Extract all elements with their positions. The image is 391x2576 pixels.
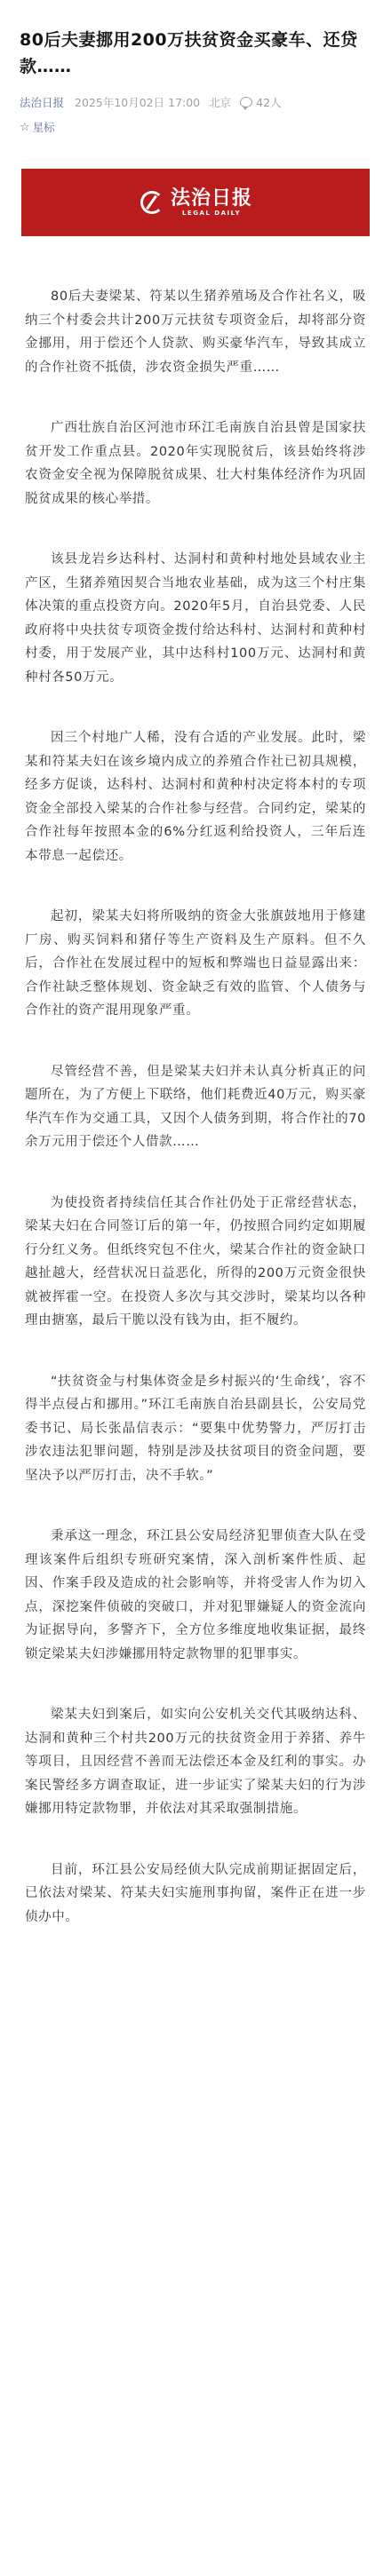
paragraph: 广西壮族自治区河池市环江毛南族自治县曾是国家扶贫开发工作重点县。2020年实现脱贫后，该县始终将涉农资金安全视为保障脱贫成果、壮大村集体经济作为巩固脱贫成果的核心举措。 (25, 421, 366, 506)
paragraph: 秉承这一理念，环江县公安局经济犯罪侦查大队在受理该案件后组织专班研究案情，深入剖析案件性质、起因、作案手段及造成的社会影响等，并将受害人作为切入点，深挖案件侦破的突破口，并对犯罪嫌疑人的资金流向为证据导向，多警齐下，全方位多维度地收集证据，最终锁定梁某夫妇涉嫌挪用特定款物罪的犯罪事实。 (25, 1529, 366, 1661)
paragraph: 该县龙岩乡达科村、达洞村和黄种村地处县域农业主产区，生猪养殖因契合当地农业基础，成为这三个村庄集体决策的重点投资方向。2020年5月，自治县党委、人民政府将中央扶贫专项资金拨付给达科村、达洞村和黄种村村委，用于发展产业，其中达科村100万元、达洞村和黄种村各50万元。 (25, 552, 366, 685)
paragraph: 80后夫妻梁某、符某以生猪养殖场及合作社名义，吸纳三个村委会共计200万元扶贫专项资金后，却将部分资金挪用，用于偿还个人贷款、购买豪华汽车，导致其成立的合作社资不抵债，涉农资金损失严重…… (25, 289, 366, 375)
comment-count[interactable] (240, 94, 281, 110)
paragraph: 起初，梁某夫妇将所吸纳的资金大张旗鼓地用于修建厂房、购买饲料和猪仔等生产资料及生产原料。但不久后，合作社在发展过程中的短板和弊端也日益显露出来：合作社缺乏整体规划、资金缺乏有效的监管、个人债务与合作社的资产混用现象严重。 (25, 909, 366, 1018)
logo-chinese-text: 法治日报 (170, 186, 252, 210)
paragraph-quote: “扶贫资金与村集体资金是乡村振兴的‘生命线’，容不得半点侵占和挪用。”环江毛南族自治县副县长，公安局党委书记、局长张晶信表示：“要集中优势警力，严厉打击涉农违法犯罪问题，特别是涉及扶贫项目的资金问题，要坚决予以严厉打击，决不手软。” (25, 1374, 366, 1483)
comment-count-label: 42人 (256, 96, 282, 109)
publish-date: 2025年10月02日 17:00 (75, 96, 201, 109)
article-meta (20, 94, 371, 110)
paragraph: 为使投资者持续信任其合作社仍处于正常经营状态，梁某夫妇在合同签订后的第一年，仍按照合同约定如期履行分红义务。但纸终究包不住火，梁某合作社的资金缺口越扯越大，经营状况日益恶化，所得的200万元资金很快就被挥霍一空。在投资人多次与其交涉时，梁某均以各种理由搪塞，最后干脆以没有钱为由，拒不履约。 (25, 1195, 366, 1328)
star-button[interactable] (20, 119, 371, 135)
paragraph: 目前，环江县公安局经侦大队完成前期证据固定后，已依法对梁某、符某夫妇实施刑事拘留，案件正在进一步侦办中。 (25, 1862, 366, 1924)
legal-daily-banner (21, 169, 370, 236)
logo-english-text: LEGAL DAILY (181, 209, 242, 217)
legal-daily-logo (139, 188, 252, 218)
logo-mark-icon (139, 189, 165, 216)
article-header (0, 0, 391, 135)
paragraph: 因三个村地广人稀，没有合适的产业发展。此时，梁某和符某夫妇在该乡境内成立的养殖合作社已初具规模，经多方促谈，达科村、达洞村和黄种村决定将本村的专项资金全部投入梁某的合作社参与经营。合同约定，梁某的合作社每年按照本金的6%分红返利给投资人，三年后连本带息一起偿还。 (25, 731, 366, 863)
source-account-link[interactable]: 法治日报 (20, 96, 65, 109)
publish-location: 北京 (209, 96, 232, 109)
comment-icon (240, 97, 252, 107)
paragraph: 尽管经营不善，但是梁某夫妇并未认真分析真正的问题所在，为了方便上下联络，他们耗费近40万元，购买豪华汽车作为交通工具，又因个人债务到期，将合作社的70余万元用于偿还个人借款…… (25, 1064, 366, 1149)
paragraph: 梁某夫妇到案后，如实向公安机关交代其吸纳达科、达洞和黄种三个村共200万元的扶贫资金用于养猪、养牛等项目，且因经营不善而无法偿还本金及红利的事实。办案民警经多方调查取证，进一步证实了梁某夫妇的行为涉嫌挪用特定款物罪，并依法对其采取强制措施。 (25, 1708, 366, 1816)
star-label: 星标 (32, 121, 55, 134)
star-icon: ☆ (20, 120, 30, 134)
article-title: 80后夫妻挪用200万扶贫资金买豪车、还贷款…… (20, 30, 358, 76)
article-body (0, 285, 391, 1929)
